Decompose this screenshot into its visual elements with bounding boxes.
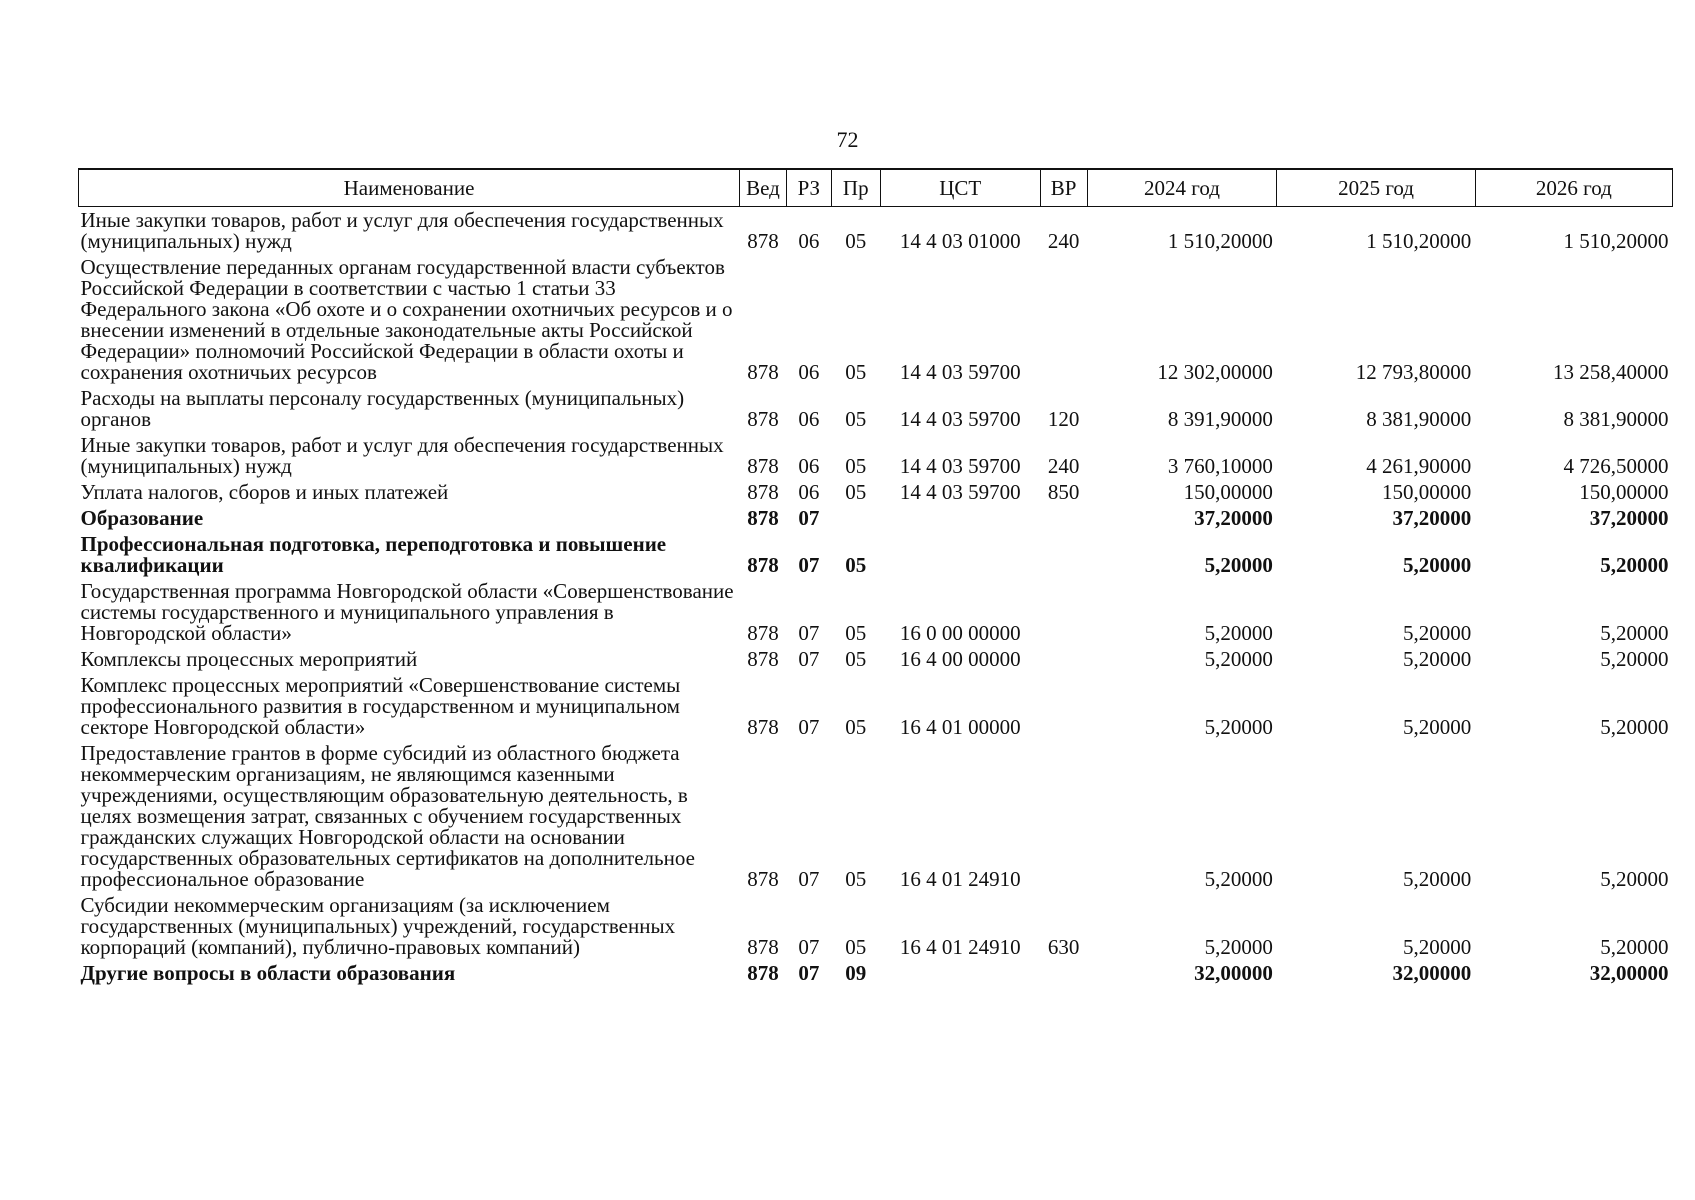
row-cst: 14 4 03 01000 bbox=[899, 229, 1021, 253]
row-vr bbox=[1040, 672, 1087, 740]
row-pr: 05 bbox=[845, 229, 867, 253]
row-amount-2024: 5,20000 bbox=[1204, 553, 1273, 577]
header-vr: ВР bbox=[1040, 169, 1087, 207]
header-pr: Пр bbox=[831, 169, 880, 207]
row-name: Уплата налогов, сборов и иных платежей bbox=[80, 480, 449, 504]
row-amount-2024: 5,20000 bbox=[1204, 935, 1273, 959]
row-amount-2026: 5,20000 bbox=[1600, 715, 1669, 739]
row-amount-2026: 5,20000 bbox=[1600, 867, 1669, 891]
row-pr: 05 bbox=[845, 360, 867, 384]
row-amount-2026: 5,20000 bbox=[1600, 935, 1669, 959]
row-rz: 06 bbox=[798, 407, 820, 431]
table-row bbox=[79, 892, 1673, 960]
row-ved: 878 bbox=[747, 715, 779, 739]
row-cst: 16 4 01 24910 bbox=[899, 867, 1021, 891]
row-name: Субсидии некоммерческим организациям (за исключением государственных (муниципальных) учреждений, государственных корпораций (компаний), публично-правовых компаний) bbox=[80, 893, 676, 959]
row-amount-2025: 5,20000 bbox=[1402, 553, 1472, 577]
row-amount-2025: 5,20000 bbox=[1402, 715, 1472, 739]
table-row bbox=[79, 207, 1673, 255]
row-ved: 878 bbox=[747, 454, 779, 478]
row-vr bbox=[1040, 740, 1087, 892]
row-amount-2024: 5,20000 bbox=[1204, 715, 1273, 739]
row-cst: 14 4 03 59700 bbox=[899, 454, 1021, 478]
row-vr bbox=[1040, 578, 1087, 646]
row-ved: 878 bbox=[747, 867, 779, 891]
row-amount-2024: 150,00000 bbox=[1183, 480, 1273, 504]
row-rz: 07 bbox=[798, 506, 820, 530]
row-vr: 240 bbox=[1047, 229, 1080, 253]
row-vr bbox=[1040, 531, 1087, 578]
row-amount-2026: 5,20000 bbox=[1600, 553, 1669, 577]
row-vr bbox=[1040, 960, 1087, 986]
row-rz: 07 bbox=[798, 935, 820, 959]
row-vr bbox=[1040, 254, 1087, 385]
row-amount-2024: 32,00000 bbox=[1194, 961, 1273, 985]
table-row bbox=[79, 740, 1673, 892]
row-amount-2025: 150,00000 bbox=[1381, 480, 1472, 504]
row-amount-2024: 8 391,90000 bbox=[1167, 407, 1273, 431]
row-amount-2025: 37,20000 bbox=[1392, 506, 1472, 530]
row-cst: 16 0 00 00000 bbox=[899, 621, 1021, 645]
row-name: Расходы на выплаты персоналу государственных (муниципальных) органов bbox=[80, 386, 685, 431]
row-cst bbox=[880, 960, 1040, 986]
row-amount-2026: 32,00000 bbox=[1589, 961, 1669, 985]
row-rz: 07 bbox=[798, 961, 820, 985]
row-amount-2024: 5,20000 bbox=[1204, 647, 1273, 671]
header-ved: Вед bbox=[740, 169, 787, 207]
row-amount-2024: 37,20000 bbox=[1194, 506, 1273, 530]
row-amount-2025: 32,00000 bbox=[1392, 961, 1472, 985]
page-number: 72 bbox=[836, 127, 859, 152]
row-amount-2024: 5,20000 bbox=[1204, 867, 1273, 891]
row-vr: 850 bbox=[1047, 480, 1080, 504]
table-row bbox=[79, 385, 1673, 432]
table-row bbox=[79, 578, 1673, 646]
row-rz: 06 bbox=[798, 454, 820, 478]
budget-table bbox=[78, 168, 1673, 986]
row-amount-2026: 5,20000 bbox=[1600, 647, 1669, 671]
table-row bbox=[79, 646, 1673, 672]
row-ved: 878 bbox=[747, 229, 779, 253]
row-ved: 878 bbox=[747, 935, 779, 959]
row-rz: 07 bbox=[798, 621, 820, 645]
table-body bbox=[79, 207, 1673, 987]
row-name: Комплекс процессных мероприятий «Совершенствование системы профессионального развития в государственном и муниципальном секторе Новгородской области» bbox=[80, 673, 681, 739]
row-vr: 240 bbox=[1047, 454, 1080, 478]
row-rz: 07 bbox=[798, 715, 820, 739]
row-cst: 14 4 03 59700 bbox=[899, 480, 1021, 504]
header-name: Наименование bbox=[79, 169, 740, 207]
table-row bbox=[79, 254, 1673, 385]
row-pr: 05 bbox=[845, 867, 867, 891]
row-amount-2026: 1 510,20000 bbox=[1563, 229, 1669, 253]
row-pr: 05 bbox=[845, 407, 867, 431]
row-amount-2026: 150,00000 bbox=[1579, 480, 1669, 504]
row-amount-2024: 5,20000 bbox=[1204, 621, 1273, 645]
row-amount-2025: 8 381,90000 bbox=[1366, 407, 1472, 431]
row-cst: 14 4 03 59700 bbox=[899, 407, 1021, 431]
row-amount-2026: 37,20000 bbox=[1589, 506, 1669, 530]
table-row bbox=[79, 672, 1673, 740]
row-cst bbox=[880, 531, 1040, 578]
row-pr: 05 bbox=[845, 621, 867, 645]
row-ved: 878 bbox=[747, 480, 779, 504]
row-cst: 16 4 00 00000 bbox=[899, 647, 1021, 671]
row-ved: 878 bbox=[747, 621, 779, 645]
row-amount-2024: 3 760,10000 bbox=[1167, 454, 1273, 478]
row-amount-2026: 4 726,50000 bbox=[1563, 454, 1669, 478]
row-name: Образование bbox=[80, 506, 204, 530]
row-rz: 07 bbox=[798, 553, 820, 577]
row-name: Государственная программа Новгородской области «Совершенствование системы государственного и муниципального управления в Новгородской области» bbox=[80, 579, 734, 645]
row-name: Профессиональная подготовка, переподготовка и повышение квалификации bbox=[80, 532, 667, 577]
row-rz: 07 bbox=[798, 647, 820, 671]
row-name: Комплексы процессных мероприятий bbox=[80, 647, 418, 671]
row-rz: 06 bbox=[798, 360, 820, 384]
row-ved: 878 bbox=[747, 407, 779, 431]
row-pr: 05 bbox=[845, 454, 867, 478]
row-name: Другие вопросы в области образования bbox=[80, 961, 456, 985]
row-cst bbox=[880, 505, 1040, 531]
table-row bbox=[79, 531, 1673, 578]
row-ved: 878 bbox=[747, 553, 779, 577]
row-vr bbox=[1040, 646, 1087, 672]
row-cst: 16 4 01 24910 bbox=[899, 935, 1021, 959]
row-amount-2026: 13 258,40000 bbox=[1553, 360, 1669, 384]
row-pr bbox=[831, 505, 880, 531]
table-header-row bbox=[79, 169, 1673, 207]
row-pr: 05 bbox=[845, 553, 867, 577]
row-rz: 07 bbox=[798, 867, 820, 891]
table-row bbox=[79, 960, 1673, 986]
row-amount-2025: 12 793,80000 bbox=[1355, 360, 1472, 384]
row-vr: 630 bbox=[1047, 935, 1080, 959]
row-amount-2025: 4 261,90000 bbox=[1366, 454, 1472, 478]
row-name: Предоставление грантов в форме субсидий из областного бюджета некоммерческим организациям, не являющимся казенными учреждениями, осуществляющим образовательную деятельность, в целях возмещения затрат, связанных с обучением государственных гражданских служащих Новгородской области на основании государственных образовательных сертификатов на дополнительное профессиональное образование bbox=[80, 741, 695, 891]
header-rz: РЗ bbox=[786, 169, 831, 207]
row-cst: 14 4 03 59700 bbox=[899, 360, 1021, 384]
row-amount-2025: 5,20000 bbox=[1402, 935, 1472, 959]
row-amount-2026: 8 381,90000 bbox=[1563, 407, 1669, 431]
table-row bbox=[79, 432, 1673, 479]
table-row bbox=[79, 505, 1673, 531]
row-amount-2024: 12 302,00000 bbox=[1157, 360, 1273, 384]
row-name: Иные закупки товаров, работ и услуг для обеспечения государственных (муниципальных) нужд bbox=[80, 433, 724, 478]
row-pr: 05 bbox=[845, 715, 867, 739]
row-amount-2025: 5,20000 bbox=[1402, 647, 1472, 671]
row-name: Иные закупки товаров, работ и услуг для обеспечения государственных (муниципальных) нужд bbox=[80, 208, 724, 253]
row-pr: 05 bbox=[845, 935, 867, 959]
row-ved: 878 bbox=[747, 961, 779, 985]
row-rz: 06 bbox=[798, 229, 820, 253]
row-rz: 06 bbox=[798, 480, 820, 504]
row-amount-2025: 5,20000 bbox=[1402, 621, 1472, 645]
row-pr: 05 bbox=[845, 480, 867, 504]
row-name: Осуществление переданных органам государственной власти субъектов Российской Федерации в соответствии с частью 1 статьи 33 Федерального закона «Об охоте и о сохранении охотничьих ресурсов и о внесении изменений в отдельные законодательные акты Российской Федерации» полномочий Российской Федерации в области охоты и сохранения охотничьих ресурсов bbox=[80, 255, 733, 384]
row-amount-2024: 1 510,20000 bbox=[1167, 229, 1273, 253]
header-cst: ЦСТ bbox=[880, 169, 1040, 207]
row-vr: 120 bbox=[1047, 407, 1080, 431]
row-amount-2025: 5,20000 bbox=[1402, 867, 1472, 891]
header-2026: 2026 год bbox=[1475, 169, 1672, 207]
row-ved: 878 bbox=[747, 647, 779, 671]
table-row bbox=[79, 479, 1673, 505]
row-cst: 16 4 01 00000 bbox=[899, 715, 1021, 739]
row-amount-2026: 5,20000 bbox=[1600, 621, 1669, 645]
row-pr: 05 bbox=[845, 647, 867, 671]
row-vr bbox=[1040, 505, 1087, 531]
header-2025: 2025 год bbox=[1277, 169, 1475, 207]
row-amount-2025: 1 510,20000 bbox=[1366, 229, 1472, 253]
row-pr: 09 bbox=[845, 961, 867, 985]
header-2024: 2024 год bbox=[1087, 169, 1277, 207]
row-ved: 878 bbox=[747, 360, 779, 384]
row-ved: 878 bbox=[747, 506, 779, 530]
